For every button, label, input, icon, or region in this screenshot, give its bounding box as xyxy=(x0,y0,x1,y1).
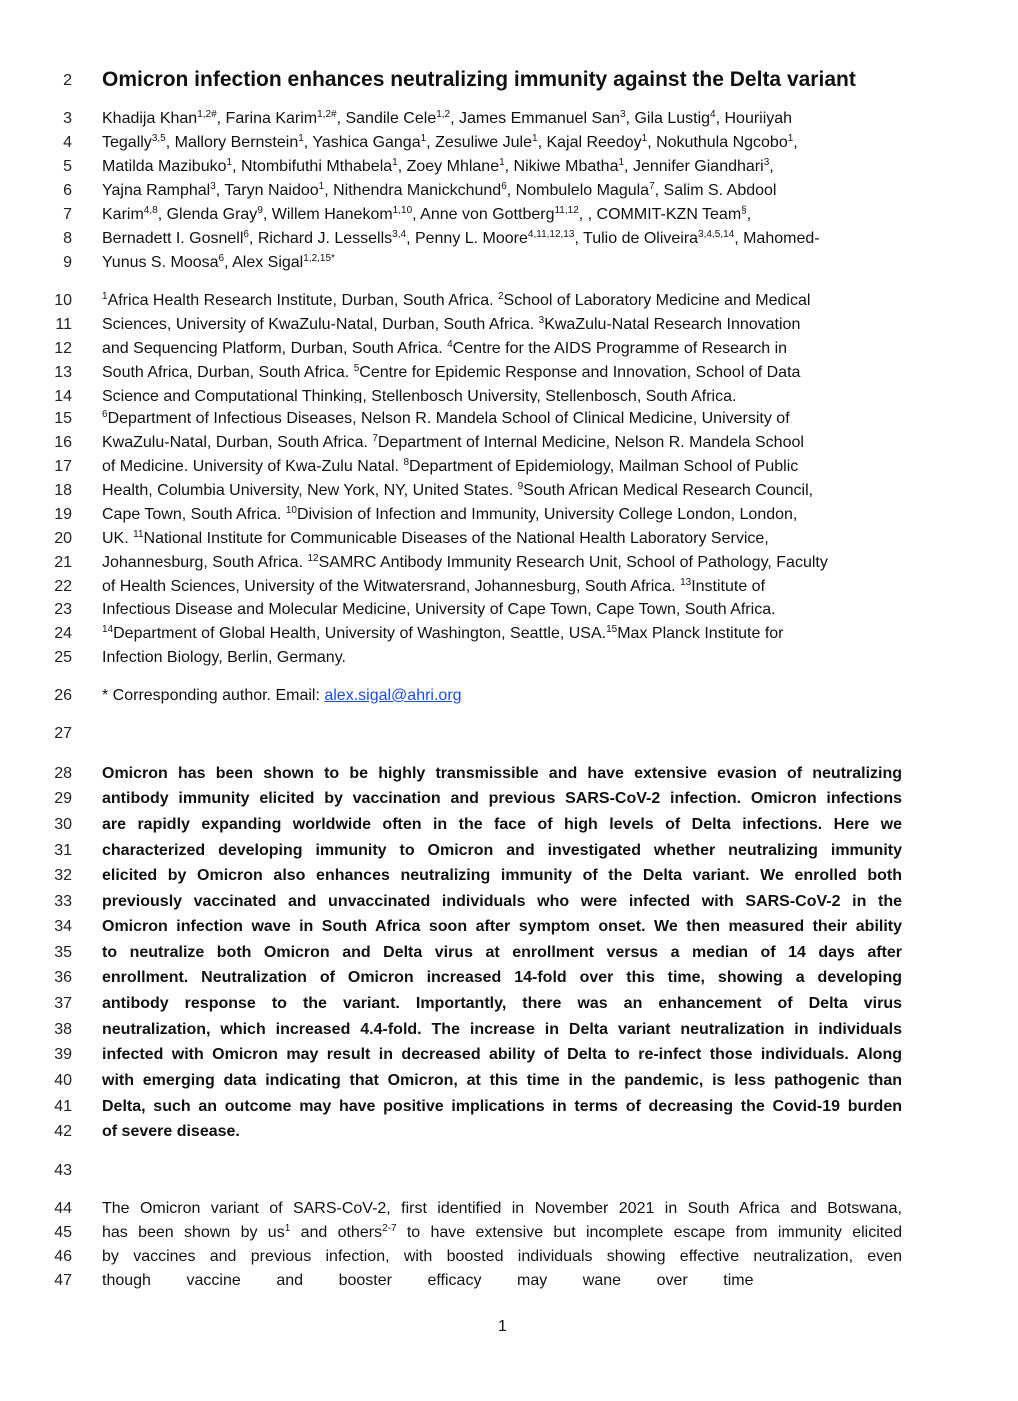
line-number: 8 xyxy=(63,230,72,247)
line-number: 9 xyxy=(63,254,72,271)
line-number: 44 xyxy=(54,1200,72,1217)
line-number: 12 xyxy=(54,340,72,357)
line-number: 45 xyxy=(54,1224,72,1241)
abstract-text: Delta, such an outcome may have positive implications in terms of decreasing the Covid-19 burden xyxy=(102,1098,902,1115)
line-number: 35 xyxy=(54,944,72,961)
line-number: 18 xyxy=(54,482,72,499)
affiliation-text: Johannesburg, South Africa. $^{12}$SAMRC Antibody Immunity Research Unit, School of Pathology, Faculty xyxy=(102,553,828,571)
line-number: 20 xyxy=(54,530,72,547)
abstract-text: infected with Omicron may result in decreased ability of Delta to re-infect those individuals. Along xyxy=(102,1046,902,1063)
line-number: 34 xyxy=(54,918,72,935)
line-number: 16 xyxy=(54,434,72,451)
affiliation-text: of Health Sciences, University of the Witwatersrand, Johannesburg, South Africa. $^{13}$Institute of xyxy=(102,577,766,595)
affiliation-text: of Medicine. University of Kwa-Zulu Natal. $^8$Department of Epidemiology, Mailman School of Public xyxy=(102,457,799,475)
authors-text: Karim$^{4,8}$, Glenda Gray$^9$, Willem Hanekom$^{1,10}$, Anne von Gottberg$^{11,12}$, , COMMIT-KZN Team§, xyxy=(102,205,752,223)
authors-text: Matilda Mazibuko$^1$, Ntombifuthi Mthabela$^1$, Zoey Mhlane$^1$, Nikiwe Mbatha$^1$, Jennifer Giandhari$^3$, xyxy=(102,157,774,175)
line-number: 33 xyxy=(54,893,72,910)
line-number: 22 xyxy=(54,578,72,595)
abstract-text: of severe disease. xyxy=(102,1123,240,1140)
body-text: The Omicron variant of SARS-CoV-2, first identified in November 2021 in South Africa and Botswana, xyxy=(102,1200,902,1217)
line-number: 11 xyxy=(55,316,72,333)
abstract-text: neutralization, which increased 4.4-fold. The increase in Delta variant neutralization in individuals xyxy=(102,1021,902,1038)
abstract-text: enrollment. Neutralization of Omicron increased 14-fold over this time, showing a developing xyxy=(102,969,902,986)
abstract-text: with emerging data indicating that Omicron, at this time in the pandemic, is less pathogenic than xyxy=(102,1072,902,1089)
line-number: 25 xyxy=(54,649,72,666)
authors-text: Yajna Ramphal$^3$, Taryn Naidoo$^1$, Nithendra Manickchund$^6$, Nombulelo Magula$^7$, Salim S. Abdool xyxy=(102,181,777,199)
affiliation-text: $^{14}$Department of Global Health, University of Washington, Seattle, USA.$^{15}$Max Planck Institute for xyxy=(102,624,784,642)
line-number: 21 xyxy=(54,554,72,571)
authors-text: Tegally$^{3,5}$, Mallory Bernstein$^1$, Yashica Ganga$^1$, Zesuliwe Jule$^1$, Kajal Reedoy$^1$, Nokuthula Ngcobo$^1$, xyxy=(102,133,798,151)
line-number: 28 xyxy=(54,765,72,782)
affiliation-text: $^6$Department of Infectious Diseases, Nelson R. Mandela School of Clinical Medicine, University of xyxy=(102,409,790,427)
line-number: 40 xyxy=(54,1072,72,1089)
line-number: 31 xyxy=(54,842,72,859)
line-number: 37 xyxy=(54,995,72,1012)
abstract-text: are rapidly expanding worldwide often in the face of high levels of Delta infections. Here we xyxy=(102,816,902,833)
affiliation-text: Cape Town, South Africa. $^{10}$Division of Infection and Immunity, University College London, London, xyxy=(102,505,798,523)
affiliation-text: UK. $^{11}$National Institute for Communicable Diseases of the National Health Laboratory Service, xyxy=(102,529,769,547)
abstract-text: previously vaccinated and unvaccinated individuals who were infected with SARS-CoV-2 in the xyxy=(102,893,902,910)
line-number: 7 xyxy=(63,206,72,223)
abstract-text: elicited by Omicron also enhances neutralizing immunity of the Delta variant. We enrolled both xyxy=(102,867,902,884)
line-number: 32 xyxy=(54,867,72,884)
line-number: 19 xyxy=(54,506,72,523)
line-number: 4 xyxy=(63,134,72,151)
email-link[interactable]: alex.sigal@ahri.org xyxy=(324,687,462,704)
line-number: 17 xyxy=(54,458,72,475)
line-number: 6 xyxy=(63,182,72,199)
line-number: 15 xyxy=(54,410,72,427)
line-number: 27 xyxy=(54,725,72,742)
abstract-text: antibody immunity elicited by vaccination and previous SARS-CoV-2 infection. Omicron infections xyxy=(102,790,902,807)
line-number: 2 xyxy=(63,72,72,89)
affiliation-text: and Sequencing Platform, Durban, South Africa. $^4$Centre for the AIDS Programme of Research in xyxy=(102,339,788,357)
abstract-text: to neutralize both Omicron and Delta virus at enrollment versus a median of 14 days after xyxy=(102,944,902,961)
paper-title: Omicron infection enhances neutralizing immunity against the Delta variant xyxy=(102,68,856,91)
body-text: though vaccine and booster efficacy may wane over time xyxy=(102,1272,754,1289)
affiliation-text: $^1$Africa Health Research Institute, Durban, South Africa. $^2$School of Laboratory Medicine and Medical xyxy=(102,291,811,309)
line-number: 13 xyxy=(54,364,72,381)
line-number: 23 xyxy=(54,601,72,618)
abstract-text: Omicron infection wave in South Africa soon after symptom onset. We then measured their ability xyxy=(102,918,902,935)
line-number: 24 xyxy=(54,625,72,642)
abstract-text: antibody response to the variant. Importantly, there was an enhancement of Delta virus xyxy=(102,995,902,1012)
authors-text: Yunus S. Moosa$^6$, Alex Sigal$^{1,2,15*}$ xyxy=(102,253,335,271)
affiliation-text: Infectious Disease and Molecular Medicine, University of Cape Town, Cape Town, South Africa. xyxy=(102,601,776,618)
affiliation-text: KwaZulu-Natal, Durban, South Africa. $^7$Department of Internal Medicine, Nelson R. Mandela School xyxy=(102,433,804,451)
authors-text: Bernadett I. Gosnell$^6$, Richard J. Lessells$^{3,4}$, Penny L. Moore$^{4,11,12,13}$, Tulio de Oliveira$^{3,4,5,14}$, Mahomed- xyxy=(102,229,820,247)
line-number: 46 xyxy=(54,1248,72,1265)
line-number: 30 xyxy=(54,816,72,833)
line-number: 36 xyxy=(54,969,72,986)
affiliation-text: Sciences, University of KwaZulu-Natal, Durban, South Africa. $^3$KwaZulu-Natal Research Innovation xyxy=(102,315,801,333)
line-number: 43 xyxy=(54,1162,72,1179)
line-number: 10 xyxy=(54,292,72,309)
line-number: 5 xyxy=(63,158,72,175)
line-number: 3 xyxy=(63,110,72,127)
line-number: 14 xyxy=(54,388,72,405)
line-number: 39 xyxy=(54,1046,72,1063)
affiliation-text: Infection Biology, Berlin, Germany. xyxy=(102,649,346,666)
line-number: 47 xyxy=(54,1272,72,1289)
abstract-text: Omicron has been shown to be highly transmissible and have extensive evasion of neutralizing xyxy=(102,765,902,782)
line-number: 41 xyxy=(54,1098,72,1115)
body-text: by vaccines and previous infection, with boosted individuals showing effective neutralization, even xyxy=(102,1248,902,1265)
line-number: 29 xyxy=(54,790,72,807)
authors-text: Khadija Khan$^{1,2\#}$, Farina Karim$^{1,2\#}$, Sandile Cele$^{1,2}$, James Emmanuel San$^3$, Gila Lustig$^4$, Houriiyah xyxy=(102,109,793,127)
line-number: 26 xyxy=(54,687,72,704)
abstract-text: characterized developing immunity to Omicron and investigated whether neutralizing immunity xyxy=(102,842,902,859)
line-number: 42 xyxy=(54,1123,72,1140)
affiliation-text: Health, Columbia University, New York, NY, United States. $^9$South African Medical Research Council, xyxy=(102,481,814,499)
affiliation-text: Science and Computational Thinking, Stellenbosch University, Stellenbosch, South Africa. xyxy=(102,388,737,403)
page-number: 1 xyxy=(498,1318,507,1335)
body-text: has been shown by $us^1$ and others$^{2-7}$ to have extensive but incomplete escape from immunity elicited xyxy=(102,1223,902,1241)
corresponding-author: * Corresponding author. Email: alex.sigal@ahri.org xyxy=(102,687,462,704)
line-number: 38 xyxy=(54,1021,72,1038)
affiliation-text: South Africa, Durban, South Africa. $^5$Centre for Epidemic Response and Innovation, School of Data xyxy=(102,363,801,381)
